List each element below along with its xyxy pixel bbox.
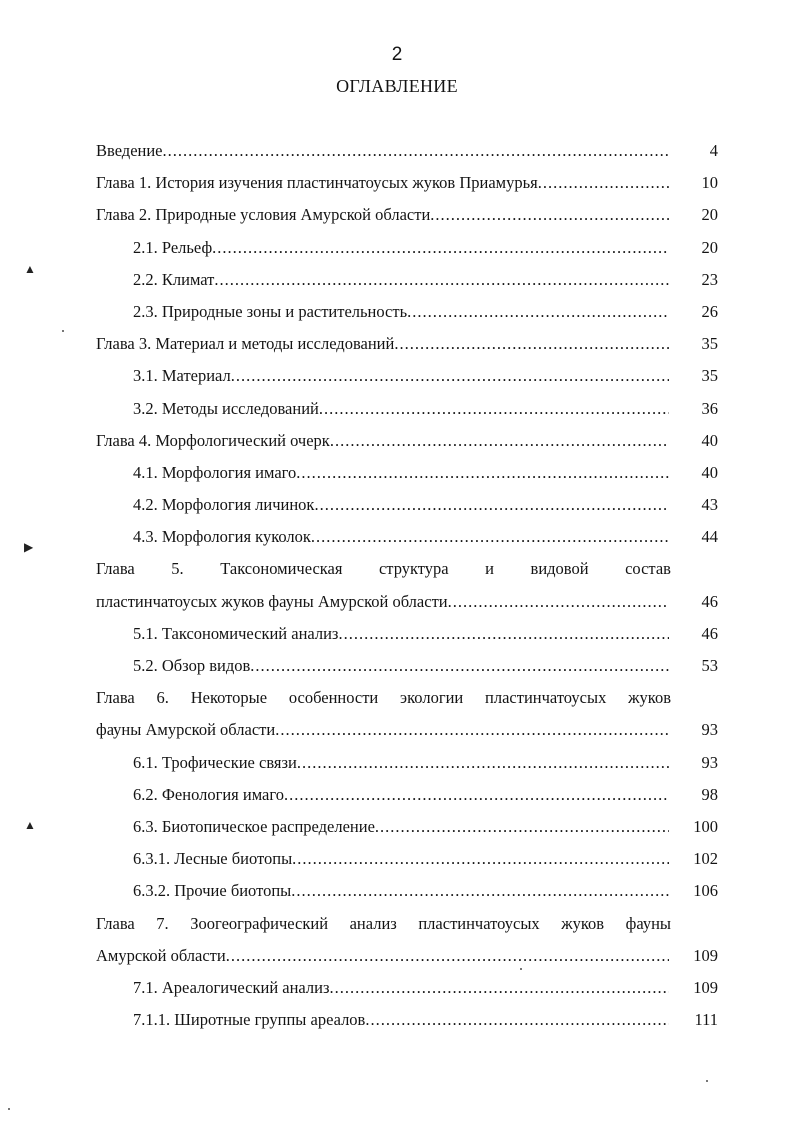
word: Таксономическая — [220, 559, 343, 579]
toc-entry-section-7-1-1[interactable] — [96, 1006, 718, 1038]
leader-dots — [365, 1010, 669, 1030]
table-of-contents — [96, 137, 718, 1038]
toc-entry-label: Глава 7. Зоогеографический анализ пластинчатоусых жуков фауны — [96, 913, 671, 933]
leader-dots — [212, 238, 669, 258]
toc-entry-page: 111 — [694, 1010, 718, 1030]
toc-entry-label: 5.2. Обзор видов — [133, 656, 251, 675]
scan-speck — [62, 330, 64, 332]
toc-entry-section-2-2[interactable] — [96, 266, 718, 298]
toc-entry-page: 93 — [701, 752, 718, 772]
toc-entry-label: Введение — [96, 141, 163, 160]
toc-entry-section-6-3[interactable] — [96, 813, 718, 845]
toc-entry-label: 7.1.1. Широтные группы ареалов — [133, 1010, 366, 1030]
leader-dots — [375, 817, 669, 837]
toc-entry-page: 46 — [701, 591, 718, 611]
toc-entry-section-2-3[interactable] — [96, 298, 718, 330]
toc-entry-label: 6.2. Фенология имаго — [133, 784, 284, 804]
leader-dots — [296, 463, 669, 483]
leader-dots — [319, 399, 669, 419]
scan-mark-icon: ▲ — [24, 818, 36, 832]
toc-entry-page: 43 — [701, 495, 718, 515]
toc-entry-section-5-1[interactable] — [96, 620, 718, 652]
toc-entry-chapter-6-line-1[interactable] — [96, 684, 718, 716]
toc-entry-label: Глава 2. Природные условия Амурской области — [96, 205, 431, 225]
toc-entry-label: 5.1. Таксономический анализ — [133, 623, 339, 643]
leader-dots — [329, 978, 669, 998]
toc-entry-page: 20 — [701, 205, 718, 225]
toc-entry-label: 4.1. Морфология имаго — [133, 462, 297, 482]
toc-entry-label: Глава 1. История изучения пластинчатоусых жуков Приамурья — [96, 173, 538, 193]
toc-entry-chapter-5-line-1[interactable] — [96, 555, 718, 587]
toc-entry-page: 20 — [701, 237, 718, 257]
page-number: 2 — [391, 44, 403, 65]
toc-entry-chapter-2[interactable] — [96, 201, 718, 233]
toc-entry-label: 6.3.2. Прочие биотопы — [133, 881, 292, 901]
toc-entry-chapter-7-line-2[interactable] — [96, 942, 718, 974]
toc-entry-chapter-7-line-1[interactable] — [96, 910, 718, 942]
leader-dots — [292, 849, 669, 869]
toc-entry-section-4-3[interactable] — [96, 523, 718, 555]
toc-entry-section-6-3-2[interactable] — [96, 877, 718, 909]
toc-entry-chapter-4[interactable] — [96, 427, 718, 459]
toc-entry-chapter-6-line-2[interactable] — [96, 716, 718, 748]
toc-entry-page: 106 — [693, 881, 718, 901]
word: Глава — [96, 559, 135, 579]
toc-entry-page: 109 — [693, 945, 718, 965]
scan-speck — [520, 968, 522, 970]
toc-entry-label: Глава 4. Морфологический очерк — [96, 430, 330, 450]
toc-entry-label: 3.1. Материал — [133, 366, 231, 386]
leader-dots — [231, 366, 669, 386]
toc-entry-label: Амурской области — [96, 945, 226, 965]
toc-entry-label: 2.1. Рельеф — [133, 237, 213, 257]
word: и — [485, 559, 494, 579]
leader-dots — [291, 881, 669, 901]
toc-entry-section-3-1[interactable] — [96, 362, 718, 394]
toc-entry-page: 40 — [701, 430, 718, 450]
word: структура — [378, 559, 449, 579]
leader-dots — [284, 785, 669, 805]
leader-dots — [394, 334, 669, 354]
toc-entry-introduction[interactable] — [96, 137, 718, 169]
leader-dots — [338, 624, 669, 644]
page-title: ОГЛАВЛЕНИЕ — [336, 76, 458, 96]
toc-entry-page: 93 — [701, 720, 718, 740]
toc-entry-section-3-2[interactable] — [96, 395, 718, 427]
toc-entry-section-4-2[interactable] — [96, 491, 718, 523]
leader-dots — [214, 270, 669, 290]
toc-entry-page: 26 — [701, 301, 718, 321]
leader-dots — [538, 173, 669, 193]
toc-entry-page: 44 — [701, 527, 718, 547]
toc-entry-label: пластинчатоусых жуков фауны Амурской области — [96, 591, 448, 611]
toc-entry-label: 3.2. Методы исследований — [133, 398, 319, 418]
leader-dots — [311, 527, 669, 547]
word: состав — [625, 559, 671, 579]
toc-entry-label: Глава 6. Некоторые особенности экологии пластинчатоусых жуков — [96, 688, 671, 708]
toc-entry-page: 98 — [701, 784, 718, 804]
leader-dots — [330, 431, 669, 451]
scan-mark-icon: ▶ — [24, 540, 34, 554]
leader-dots — [163, 141, 669, 161]
toc-entry-label: 2.2. Климат — [133, 269, 215, 289]
scan-speck — [8, 1108, 10, 1110]
toc-entry-page: 100 — [693, 816, 718, 836]
toc-entry-label: 6.3.1. Лесные биотопы — [133, 849, 293, 869]
toc-entry-page: 35 — [701, 366, 718, 386]
toc-entry-page: 10 — [701, 173, 718, 193]
toc-entry-section-2-1[interactable] — [96, 234, 718, 266]
leader-dots — [250, 656, 669, 676]
toc-entry-label: 6.3. Биотопическое распределение — [133, 816, 375, 836]
toc-entry-label: фауны Амурской области — [96, 720, 276, 740]
scan-speck — [706, 1080, 708, 1082]
toc-entry-section-6-2[interactable] — [96, 781, 718, 813]
leader-dots — [297, 753, 669, 773]
toc-entry-page: 4 — [709, 141, 718, 160]
toc-entry-page: 109 — [693, 977, 718, 997]
toc-entry-chapter-5-line-2[interactable] — [96, 588, 718, 620]
toc-entry-label: Глава 3. Материал и методы исследований — [96, 334, 395, 354]
toc-entry-section-6-1[interactable] — [96, 749, 718, 781]
toc-entry-section-7-1[interactable] — [96, 974, 718, 1006]
word: 5. — [171, 559, 184, 579]
leader-dots — [407, 302, 669, 322]
toc-entry-label: 2.3. Природные зоны и растительность — [133, 301, 408, 321]
toc-entry-page: 36 — [701, 398, 718, 418]
toc-entry-label: 7.1. Ареалогический анализ — [133, 977, 330, 997]
toc-entry-label: 4.3. Морфология куколок — [133, 527, 311, 547]
leader-dots — [275, 720, 669, 740]
toc-entry-page: 23 — [701, 269, 718, 289]
scan-mark-icon: ▲ — [24, 262, 36, 276]
toc-entry-page: 35 — [701, 334, 718, 354]
toc-entry-section-4-1[interactable] — [96, 459, 718, 491]
toc-entry-chapter-3[interactable] — [96, 330, 718, 362]
toc-entry-page: 53 — [701, 656, 718, 675]
leader-dots — [314, 495, 669, 515]
toc-entry-section-5-2[interactable] — [96, 652, 718, 684]
toc-entry-section-6-3-1[interactable] — [96, 845, 718, 877]
toc-entry-label: 4.2. Морфология личинок — [133, 495, 315, 515]
toc-entry-page: 102 — [693, 849, 718, 869]
leader-dots — [430, 205, 669, 225]
toc-entry-chapter-1[interactable] — [96, 169, 718, 201]
leader-dots — [226, 946, 669, 966]
toc-entry-page: 46 — [701, 623, 718, 643]
word: видовой — [530, 559, 589, 579]
toc-entry-page: 40 — [701, 462, 718, 482]
toc-entry-label: 6.1. Трофические связи — [133, 752, 297, 772]
leader-dots — [448, 592, 669, 612]
